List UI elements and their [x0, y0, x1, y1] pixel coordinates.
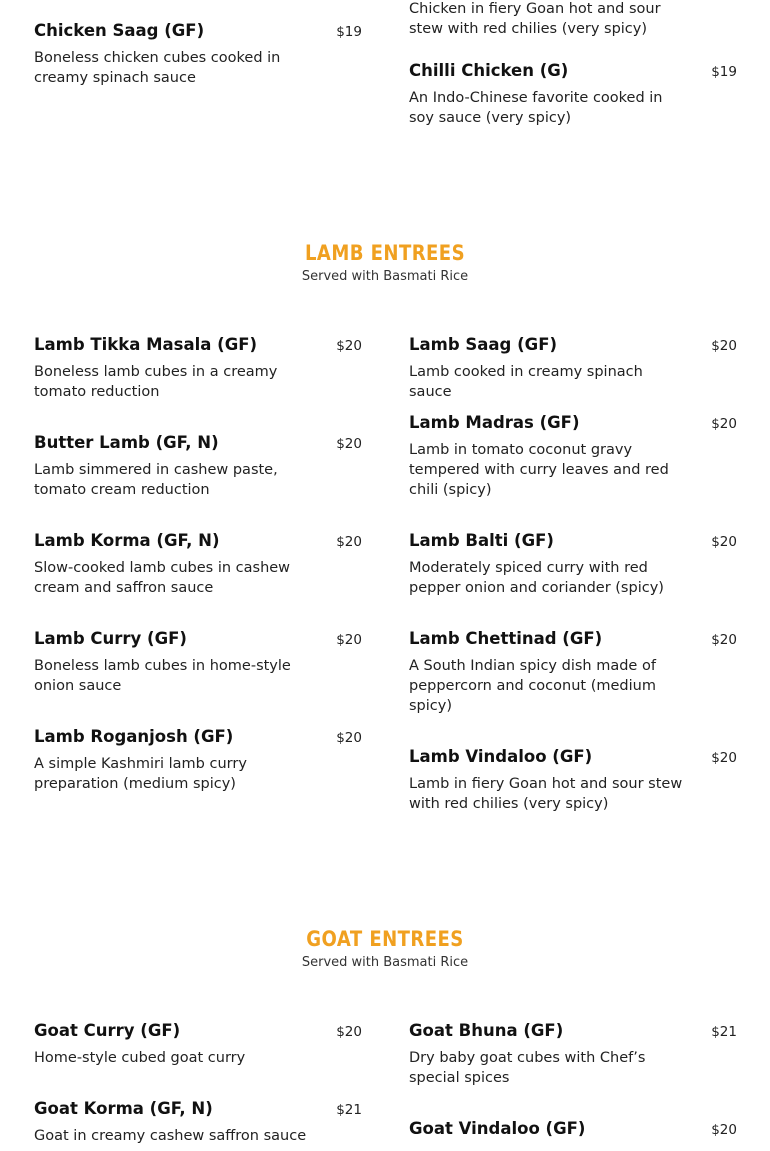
- item-description: Slow-cooked lamb cubes in cashew cream and saffron sauce: [34, 560, 291, 596]
- item-price: $20: [711, 750, 737, 766]
- item-name: Chicken Saag (GF): [34, 21, 205, 40]
- item-price: $20: [336, 534, 362, 550]
- item-description: A South Indian spicy dish made of peppercorn and coconut (medium spicy): [409, 658, 656, 714]
- item-description: Boneless lamb cubes in home-style onion sauce: [34, 658, 291, 694]
- item-name: Lamb Chettinad (GF): [409, 629, 603, 648]
- item-name: Lamb Tikka Masala (GF): [34, 335, 258, 354]
- item-name: Chilli Chicken (G): [409, 61, 569, 80]
- item-price: $20: [711, 1122, 737, 1138]
- item-price: $20: [711, 338, 737, 354]
- item-description: Dry baby goat cubes with Chef’s special spices: [409, 1050, 646, 1086]
- item-price: $19: [711, 64, 737, 80]
- item-name: Lamb Saag (GF): [409, 335, 558, 354]
- item-description: Lamb cooked in creamy spinach sauce: [409, 364, 643, 400]
- item-description: An Indo-Chinese favorite cooked in soy sauce (very spicy): [409, 90, 663, 126]
- section-title: GOAT ENTREES: [306, 927, 464, 951]
- item-price: $20: [711, 416, 737, 432]
- item-name: Lamb Roganjosh (GF): [34, 727, 234, 746]
- section-subtitle: Served with Basmati Rice: [301, 955, 469, 970]
- item-description: Goat in creamy cashew saffron sauce: [34, 1128, 307, 1144]
- item-price: $21: [336, 1102, 362, 1118]
- item-name: Goat Bhuna (GF): [409, 1021, 564, 1040]
- item-description: Home-style cubed goat curry: [34, 1050, 246, 1066]
- item-name: Goat Korma (GF, N): [34, 1099, 213, 1118]
- item-description: Boneless lamb cubes in a creamy tomato reduction: [34, 364, 278, 400]
- item-price: $19: [336, 24, 362, 40]
- item-description: Lamb simmered in cashew paste, tomato cream reduction: [34, 462, 278, 498]
- item-price: $20: [336, 338, 362, 354]
- item-description: Lamb in fiery Goan hot and sour stew with red chilies (very spicy): [409, 776, 683, 812]
- item-price: $20: [336, 632, 362, 648]
- section-subtitle: Served with Basmati Rice: [301, 269, 469, 284]
- item-price: $20: [711, 632, 737, 648]
- item-description: Boneless chicken cubes cooked in creamy spinach sauce: [34, 50, 281, 86]
- item-price: $20: [336, 1024, 362, 1040]
- item-name: Lamb Balti (GF): [409, 531, 554, 550]
- item-description: A simple Kashmiri lamb curry preparation (medium spicy): [34, 756, 247, 792]
- item-price: $20: [336, 436, 362, 452]
- item-price: $20: [336, 730, 362, 746]
- item-description: Lamb in tomato coconut gravy tempered with curry leaves and red chili (spicy): [409, 442, 669, 498]
- item-name: Lamb Korma (GF, N): [34, 531, 220, 550]
- item-name: Lamb Madras (GF): [409, 413, 580, 432]
- item-description: Moderately spiced curry with red pepper onion and coriander (spicy): [409, 560, 664, 596]
- item-name: Lamb Curry (GF): [34, 629, 187, 648]
- item-price: $20: [711, 534, 737, 550]
- item-description: Chicken in fiery Goan hot and sour stew with red chilies (very spicy): [409, 1, 661, 37]
- item-name: Lamb Vindaloo (GF): [409, 747, 593, 766]
- item-name: Goat Curry (GF): [34, 1021, 181, 1040]
- section-title: LAMB ENTREES: [304, 241, 466, 265]
- item-name: Goat Vindaloo (GF): [409, 1119, 586, 1138]
- item-name: Butter Lamb (GF, N): [34, 433, 219, 452]
- item-price: $21: [711, 1024, 737, 1040]
